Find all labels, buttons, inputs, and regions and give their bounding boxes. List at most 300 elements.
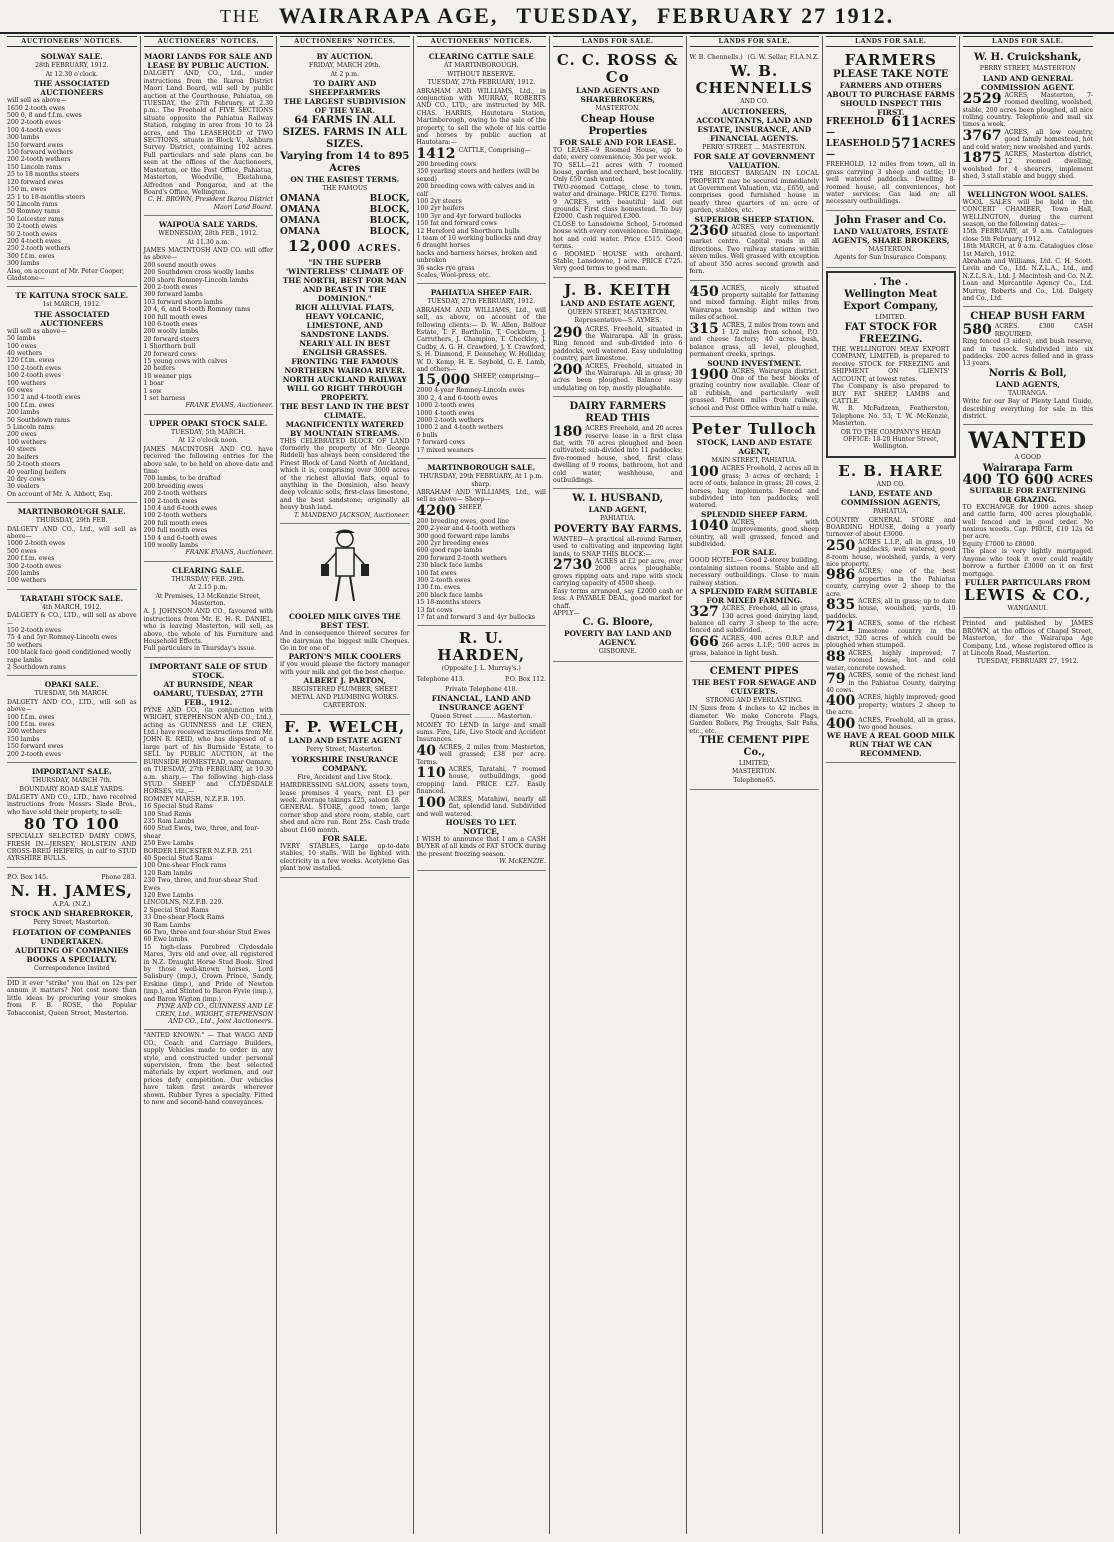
sale-date: THURSDAY, 29th FEB.	[35, 517, 108, 525]
lot-item: 200 2-year and 4-tooth wethers	[416, 525, 516, 533]
lot-item: 235 Ram Lambs	[143, 817, 195, 825]
omana-block-auction	[280, 50, 410, 524]
column-heading: AUCTIONEERS' NOTICES.	[417, 36, 547, 47]
lot-item: 17 mixed weaners	[416, 446, 474, 454]
headline: DAIRY FARMERS	[569, 401, 667, 413]
lot-item: 2000 4-year Romney-Lincoln ewes	[416, 387, 525, 395]
owner-text: Also, on account of Mr. Peter Cooper, Gladstone—	[7, 267, 124, 282]
lot-item: 75 4 and 5yr Romney-Lincoln ewes	[7, 634, 118, 642]
headline: WANTED	[968, 428, 1088, 455]
signature: FRANK EVANS, Auctioneer.	[185, 402, 273, 410]
pahiatua-sheep-fair	[417, 286, 547, 459]
address: Perry Street, Masterton.	[33, 919, 111, 927]
sale-date: THURSDAY, FEB. 29th.	[171, 575, 246, 583]
lot-item: 300 lambs	[7, 134, 40, 142]
lot-item: 200 lambs	[7, 409, 40, 417]
lot-item: 200 2-tooth wethers	[7, 156, 71, 164]
signature: W. McKENZIE.	[499, 858, 546, 866]
section-title: IMPORTANT SALE OF STUD STOCK.	[149, 661, 268, 680]
advertiser-name: W. B. CHENNELLS	[695, 62, 813, 98]
sale-place: AT BURNSIDE, NEAR OAMARU, TUESDAY, 27TH FEB., 1912.	[153, 679, 264, 707]
lot-item: 200 4-tooth ewes	[7, 237, 61, 245]
masthead-paper-name: WAIRARAPA AGE,	[278, 3, 499, 28]
lot-item: 100 f.f.m. ewes	[7, 721, 55, 729]
lot-item: 300 forward lambs	[143, 291, 203, 299]
company-suffix: LIMITED.	[875, 313, 907, 321]
headline: TO DAIRY AND SHEEPFARMERS	[309, 79, 381, 98]
lot-item: hacks and harness horses, broken and unbroken	[416, 249, 537, 265]
signature: PYNE AND CO., GUINNESS AND LE CREN, Ltd., WRIGHT, STEPHENSON AND CO., Ltd., Joint Auctioneers.	[155, 1003, 273, 1025]
sale-date: TUESDAY, 27th FEBRUARY, 1912.	[427, 79, 536, 87]
listing-text: IVERY STABLES, Large up-to-date stables, 10 stalls. Will be lighted with electricity in a few weeks. Acetylene Gas plant now installed.	[280, 843, 410, 873]
town: PAHIATUA.	[872, 508, 909, 516]
lot-item: 1650 2-tooth ewes	[7, 104, 65, 112]
address: PERRY STREET, MASTERTON	[979, 65, 1076, 73]
column-heading: LANDS FOR SALE.	[553, 36, 683, 47]
body-text: DALGETY AND CO., Ltd., will sell as above—	[7, 525, 137, 540]
lot-item: 200 breeding cows with calves and in calf	[416, 183, 535, 198]
w-h-cruickshank-ad	[963, 50, 1094, 185]
lot-item: 150 lambs	[7, 735, 40, 743]
listing-text: GENERAL STORE, good town, large corner shop and store room, stable, cart shed and acre run. Rent 25s. Cash trade about £160 month.	[280, 804, 410, 834]
lot-item: 20 forward steers	[143, 335, 200, 343]
acre-listing: 1900 ACRES, Wairarapa district. One of the best blocks of grazing country now available. Clear of all rubbish, and particularly well grassed. Fifteen miles from railway, school and Post Office within half a mile.	[689, 366, 819, 412]
sale-date: TUESDAY, 5th MARCH.	[171, 428, 246, 436]
lot-item: 200 breeding cows	[416, 160, 477, 168]
lot-list	[417, 387, 547, 454]
lot-item: 100 black face good conditioned woolly rape lambs	[7, 649, 132, 664]
column-heading: AUCTIONEERS' NOTICES.	[7, 36, 137, 47]
lot-item: ROMNEY MARSH, N.Z.F.B. 195.	[143, 795, 246, 803]
lot-item: 2 Special Stud Rams	[143, 906, 209, 914]
auctioneer-name: THE ASSOCIATED AUCTIONEERS	[33, 79, 110, 98]
lot-list	[417, 161, 547, 280]
role: LAND, ESTATE AND COMMISSION AGENTS,	[841, 489, 941, 508]
lot-item: 300 2, 4 and 6-tooth ewes	[416, 394, 498, 402]
intro-text: will sell as above—	[7, 97, 67, 105]
address: (Opposite J. L. Murray's.)	[441, 665, 521, 673]
lot-list	[7, 335, 137, 491]
feature-line: "IN THE SUPERB 'WINTERLESS' CLIMATE OF THE NORTH, BEST FOR MAN AND BEAST IN THE DOMINION."	[282, 257, 407, 303]
section-title: MARTINBOROUGH SALE.	[427, 463, 536, 473]
role: LAND AND ESTATE AGENT	[288, 736, 402, 746]
column-heading: LANDS FOR SALE.	[690, 36, 820, 47]
lot-item: LINCOLNS, N.Z.F.B. 229.	[143, 899, 224, 907]
newspaper-page	[0, 34, 1114, 1534]
lot-list	[417, 518, 547, 622]
role: LAND AGENTS AND SHAREBROKERS,	[576, 86, 660, 105]
lot-item: 500 6, 8 and f.f.m. ewes	[7, 112, 82, 120]
lot-item: 200 breeding ewes, good line	[416, 517, 510, 525]
address: MAIN STREET, PAHIATUA.	[711, 457, 797, 464]
body-text: ABRAHAM AND WILLIAMS, Ltd., in conjunction with MURRAY, ROBERTS AND CO., LTD., are instructed by MR. CHAS. HARRIS, Hautotara Station, Martinborough, owing to the sale of the property, to sell the whole of his cattle and horses by public auction at Hautotara:—	[416, 87, 546, 147]
sale-date: THURSDAY, 29th FEBRUARY, At 1 p.m. sharp.	[419, 473, 544, 488]
sale-time: At 2.15 p.m.	[189, 584, 228, 592]
listing-text: 9 ACRES, with beautiful laid out grounds. First class homestead. To buy £2000. Cash required £300.	[553, 198, 683, 221]
horses-text: 15 high-class Purebred Clydesdale Mares, 3yrs old and over, all registered in N.Z. Draught Horse Stud Book. Sired by those well-known horses, Lord Salisbury (imp.), Crown Prince, Sandy, Erskine (imp.), and Pride of Newton (imp.), and Stinted to Baron Fyvie (imp.), and Baron Wigton (imp.)	[143, 943, 273, 1003]
wanted-farm-ad	[963, 427, 1094, 618]
lot-item: 33 One-shear Flock Rams	[143, 914, 225, 922]
lot-item: 600 good rape lambs	[416, 547, 483, 555]
lot-item: 103 forward shorn lambs	[143, 298, 223, 306]
lot-item: 30 2-tooth ewes	[7, 223, 58, 231]
lot-item: 1 boar	[143, 380, 164, 388]
acre-listing: 2730 ACRES at £2 per acre, over 2000 acres ploughable, grows ripping oats and rape with stock carrying capacity of 4500 sheep.	[553, 557, 683, 588]
column-heading: AUCTIONEERS' NOTICES.	[280, 36, 410, 47]
waipoua-sale	[144, 218, 274, 415]
advertiser-name: John Fraser and Co.	[835, 214, 947, 226]
acre-listing: 200 ACRES, Freehold, situated in the Wairarapa. All in grass; 30 acres been ploughed. Balance easy undulating on top, mostly ploughable.	[553, 361, 683, 392]
contact-label: FULLER PARTICULARS FROM	[965, 577, 1091, 587]
tobacconist-ad: DID it ever "strike" you that on 12s per annum it matters? Not cost more than little ideas by procuring your smokes from F. B. ROSE, the Popular Tobacconist, Queen Street, Masterton.	[7, 979, 137, 1017]
body-text: Ring fenced (3 sides), and bush reserve, and in tussock. Subdivided into six paddocks. 200 acres felled and in grass 13 years.	[962, 338, 1093, 368]
body-text: THE WELLINGTON MEAT EXPORT COMPANY, LIMITED, is prepared to receive STOCK for FREEZING and SHIPMENT ON CLIENTS' ACCOUNT, at lowest rates.	[832, 346, 950, 383]
body-text: THE BIGGEST BARGAIN IN LOCAL PROPERTY may be secured immediately at Government Valuation, viz., £650, and comprises good furnished house in nearly three quarters of an acre of garden, stables, etc.	[689, 170, 819, 215]
acre-listing: 2360 ACRES, very conveniently situated close to important market centre. Capital roads in all directions. Two railway stations within seven miles. Well grassed with exception of about 350 acres second growth and fern.	[689, 222, 819, 276]
insurance-types: Fire, Accident and Live Stock.	[297, 773, 393, 781]
section-title: BY AUCTION.	[316, 52, 373, 62]
representative: Representative—S. AYMES.	[574, 317, 662, 325]
chennells-listings	[690, 283, 820, 418]
role: STOCK AND SHAREBROKER,	[10, 909, 134, 919]
lot-item: 100 2-tooth ewes	[143, 497, 198, 505]
town: WANGANUI.	[1007, 604, 1048, 612]
houses-to-let: HOUSES TO LET.	[445, 817, 517, 827]
company-suffix: AND CO.	[876, 480, 905, 488]
lot-item: 25 1 to 18-months steers	[7, 193, 86, 201]
partner-left: W. B. Chennells.)	[689, 54, 743, 62]
listing-text: 6 ROOMED HOUSE with orchard. Stable, Lansdowne, 1 acre. PRICE £725. Very good terms to good man.	[553, 250, 683, 273]
sale-date: 28th FEBRUARY, 1912.	[35, 62, 109, 70]
body-text: IN Sizes from 4 inches to 42 inches in diameter. We make Concrete Flags, Garden Rollers, Pig Troughs, Salt Pans, etc., etc.	[689, 705, 819, 735]
service-line: FLOTATION OF COMPANIES UNDERTAKEN.	[12, 927, 132, 946]
maori-lands-sale	[144, 50, 274, 216]
lot-item: 100 2yr heifers	[416, 205, 465, 213]
lot-item: 150 fat and forward cows	[416, 220, 497, 228]
advertiser-name: W. H. Cruickshank,	[974, 52, 1082, 64]
section-title: COOLED MILK GIVES THE BEST TEST.	[288, 612, 401, 631]
town: GISBORNE.	[598, 648, 637, 656]
section-title: MAORI LANDS FOR SALE AND LEASE BY PUBLIC AUCTION.	[144, 52, 273, 71]
lot-item: 100 2yr steers	[416, 197, 462, 205]
lot-item: 50 wethers	[7, 641, 43, 649]
lot-item: 100 One-shear Flock rams	[143, 862, 227, 870]
headline: FAT STOCK FOR FREEZING.	[844, 322, 937, 346]
farmers-notice	[826, 50, 956, 210]
clearing-sale	[144, 564, 274, 658]
cement-pipes-ad	[690, 664, 820, 790]
masthead-the: THE	[219, 5, 261, 26]
telephone: Telephone 413.	[416, 675, 465, 683]
imprint-date: TUESDAY, FEBRUARY 27, 1912.	[976, 658, 1079, 666]
lot-item: 150 2 and 4-tooth ewes	[7, 394, 81, 402]
lot-item: 50 2-tooth steers	[7, 461, 61, 469]
wellington-wool-sales	[963, 188, 1094, 308]
lot-item: 120 f.f.m. ewes	[7, 357, 55, 365]
lot-item: 100 wethers	[7, 577, 47, 585]
acre-listing: 721 ACRES, some of the richest limestone country in the district, 520 acres of which could be ploughed when stumped.	[826, 619, 956, 650]
column-heading: LANDS FOR SALE.	[826, 36, 956, 47]
section-title: CHEAP BUSH FARM	[970, 311, 1086, 323]
advertiser-name: R. U. HARDEN,	[437, 629, 526, 665]
company-suffix: AND CO.	[740, 98, 769, 106]
advertiser-name: N. H. JAMES,	[10, 881, 133, 900]
milk-run-note: WE HAVE A REAL GOOD MILK RUN THAT WE CAN RECOMMEND.	[826, 731, 955, 759]
printer-imprint: Printed and published by JAMES BROWN, at the offices of Chapel Street, Masterton, for the Wairarapa Age Company, Ltd., whose registered office is at Lincoln Road, Masterton.	[962, 620, 1093, 657]
te-kaituna-sale	[7, 289, 137, 503]
product-name: PARTON'S MILK COOLERS	[288, 652, 402, 662]
lot-item: 6 draught horses	[416, 242, 471, 250]
section-title: TARATAHI STOCK SALE.	[20, 593, 124, 603]
lot-item: 150 forward ewes	[7, 743, 64, 751]
po-box: P.O. Box 145.	[7, 873, 49, 881]
subheadline: A GOOD	[1014, 454, 1041, 462]
signature: FRANK EVANS, Auctioneer.	[185, 549, 273, 557]
lot-item: 150 forward ewes	[7, 141, 64, 149]
trade-line: REGISTERED PLUMBER, SHEET METAL AND PLUMBING WORKS.	[291, 686, 399, 701]
lot-list	[7, 714, 137, 758]
lot-item: 600 Stud Ewes, two, three, and four-shear	[143, 825, 260, 840]
lot-item: 13 fat cows	[416, 606, 453, 614]
lot-item: 20 heifers	[143, 365, 176, 373]
sale-place: BOUNDARY ROAD SALE YARDS.	[19, 785, 124, 793]
lot-item: 250 Ewe Lambs	[143, 840, 194, 848]
lot-description: SHEEP, comprising—	[473, 373, 540, 381]
lot-item: 100 3yr and 4yr forward bullocks	[416, 212, 522, 220]
acre-listing: 327 ACRES, Freehold, all in grass, 130 acres good dairying land, balance all carry 3 sheep to the acre; fenced and subdivided.	[689, 604, 819, 635]
milkman-illustration	[315, 528, 375, 606]
body-text: The place is very lightly mortgaged. Anyone who took it over could readily borrow a further £3000 on it on first mortgage.	[962, 548, 1093, 578]
town: PAHIATUA.	[599, 515, 636, 523]
column-5	[550, 36, 687, 1534]
body-text: WOOL SALES will be held in the CONCERT CHAMBER, Town Hall, WELLINGTON, during the current season, on the following dates:—	[962, 198, 1093, 228]
column-8	[960, 36, 1097, 1534]
acre-listing: 79 ACRES, some of the richest land in the Pahiatua County, dairying 40 cows.	[826, 671, 956, 694]
peter-tulloch-ad	[690, 419, 820, 662]
column-7	[823, 36, 960, 1534]
acre-range: 400 TO 600 ACRES	[962, 471, 1093, 488]
agency: POVERTY BAY LAND AND AGENCY.	[563, 629, 672, 648]
sale-place: AT MARTINBOROUGH.	[443, 62, 519, 70]
lot-count: 1412	[416, 145, 456, 162]
po-box: P.O. Box 112.	[504, 675, 546, 683]
lot-item: 50 lambs	[7, 335, 36, 343]
lot-item: 200 black face lambs	[416, 591, 483, 599]
apply-label: APPLY—	[553, 609, 580, 617]
terms-line: ON THE EASIEST TERMS.	[290, 175, 400, 185]
headline: Cheap House Properties	[580, 113, 655, 137]
lot-item: 200 lambs	[7, 569, 40, 577]
lot-item: 130 f.m. ewes	[416, 584, 460, 592]
milkman-figure-icon	[321, 529, 369, 605]
lot-item: 60 ewes	[7, 387, 33, 395]
feature-line: MAGNIFICENTLY WATERED BY MOUNTAIN STREAMS.	[285, 419, 404, 438]
martinborough-sale-2	[417, 461, 547, 626]
acre-listing: 400 ACRES, highly improved; good property; winters 2 sheep to the acre.	[826, 693, 956, 717]
lot-item: 1 sow	[143, 387, 162, 395]
address: Perry Street, Masterton.	[306, 746, 384, 754]
body-text: And in consequence thereof secures for the dairyman the biggest milk Cheques. Go in for one of	[280, 630, 410, 652]
body-text: JAMES MACINTOSH AND CO. have received the following entries for the above sale, to be held on above date and time:	[143, 445, 273, 475]
lot-item: 200 2-tooth ewes	[7, 750, 61, 758]
lot-item: 100 2-tooth wethers	[143, 512, 207, 520]
subheadline: SUITABLE FOR FATTENING OR GRAZING.	[969, 485, 1086, 504]
private-telephone: Private Telephone 418.	[445, 685, 518, 693]
listing-text: TO SELL—21 acres with 7 roomed house, garden and orchard, best locality. Only £50 cash wanted.	[553, 161, 683, 184]
acre-listing: 1040 ACRES, with improvements, good sheep country, all well grassed, fenced and subdivided.	[689, 517, 819, 549]
lot-list	[144, 262, 274, 403]
acre-listing: 100 ACRES, Matahiwi, nearly all flat, splendid land. Subdivided and well watered.	[416, 794, 546, 818]
lot-item: Scales, Wool-press, etc.	[416, 271, 491, 279]
w-b-chennells-ad	[690, 50, 820, 280]
solway-sale	[7, 50, 137, 287]
insurance-agency: Agents for Sun Insurance Company.	[834, 254, 948, 262]
owner-text: On account of Mr. A. Abbott, Esq.	[7, 490, 113, 498]
lot-description: CATTLE, Comprising—	[458, 146, 531, 154]
martinborough-sale	[7, 505, 137, 590]
lot-item: 150 2-tooth ewes	[7, 627, 61, 634]
farms-banner: 64 FARMS IN ALL SIZES. FARMS IN ALL SIZES.	[282, 115, 407, 151]
lot-item: 350 yearling steers and heifers (will be sexed)	[416, 168, 540, 183]
lot-item: 120 Ewe Lambs	[143, 892, 194, 899]
column-2	[141, 36, 278, 1534]
masthead-date: FEBRUARY 27 1912.	[656, 3, 895, 28]
listing-text: TO LEASE—9 Roomed House, up to date, every convenience; 30s per week.	[553, 146, 683, 162]
role: LAND AND GENERAL COMMISSION AGENT.	[981, 73, 1075, 92]
acre-listing: 986 ACRES, one of the best properties in the Pahiatua county, carrying over 2 sheep to the acre.	[826, 567, 956, 598]
acre-listing: 110 ACRES, Taratahi, 7 roomed house, outbuildings, good cropping land. PRICE £27. Easily financed.	[416, 765, 546, 796]
headline: FOR SALE AT GOVERNMENT VALUATION.	[693, 152, 815, 171]
acre-listing: 666 ACRES, 400 acres O.R.P. and 266 acres L.I.P.; 500 acres in grass, balance in light bush.	[689, 633, 819, 657]
headline: . The .	[873, 276, 909, 288]
sale-date: TUESDAY, 5th MARCH.	[34, 690, 109, 698]
section-title: CLEARING SALE.	[172, 565, 245, 575]
lot-count: 80 TO 100	[23, 815, 120, 834]
lot-item: 700 lambs, to be drafted	[143, 475, 221, 483]
lot-item: 300 good forward rape lambs	[416, 532, 510, 540]
listing-text: TWO-roomed Cottage, close to town, water and drainage. PRICE £270. Terms.	[553, 183, 683, 199]
lot-item: 12 Hereford and Shorthorn bulls	[416, 227, 520, 235]
lot-item: 6 bulls	[416, 431, 438, 439]
lot-item: 100 4-tooth ewes	[7, 126, 61, 134]
lot-item: 50 Lincoln rams	[7, 200, 58, 208]
advertiser-name: Wellington Meat Export Company,	[843, 288, 939, 312]
role: STOCK, LAND AND ESTATE AGENT,	[696, 438, 812, 456]
role: FINANCIAL, LAND AND INSURANCE AGENT	[431, 694, 531, 713]
total-area: 12,000 ACRES.	[288, 236, 402, 255]
lot-item: 2000 2-tooth wethers	[416, 417, 484, 425]
john-fraser-ad	[826, 213, 956, 268]
advertiser-name: J. B. KEITH	[564, 280, 672, 299]
lot-item: 150 m. ewes	[7, 186, 47, 194]
lot-item: 200 breeding ewes	[143, 482, 204, 490]
sale-date: 1st MARCH, 1912.	[42, 301, 102, 309]
sale-date: 4th MARCH, 1912.	[41, 603, 102, 611]
sale-date: 15th FEBRUARY, at 9 a.m. Catalogues close 5th February, 1912.	[962, 228, 1093, 243]
wellington-meat-export-ad	[826, 271, 956, 458]
section-title: TE KAITUNA STOCK SALE.	[15, 291, 129, 301]
lot-item: 1 Shorthorn bull	[143, 343, 196, 351]
lot-item: 50 2-tooth ewes	[7, 230, 58, 238]
lot-item: 17 fat and forward 3 and 4yr bullocks	[416, 614, 536, 621]
lot-count: 15,000	[416, 372, 471, 389]
acre-listing: 580 ACRES. £300 CASH REQUIRED.	[962, 322, 1093, 339]
lot-item: 20 heifers	[7, 453, 39, 461]
lot-item: 100 f.f.m. ewes	[7, 401, 55, 409]
town: TAURANGA.	[1008, 389, 1048, 397]
agent-name: C. G. Bloore,	[582, 617, 654, 629]
acre-listing: 400 ACRES, Freehold, all in grass, two good houses.	[826, 715, 956, 732]
section-title: PAHIATUA SHEEP FAIR.	[430, 288, 532, 298]
lot-item: 16 Special Stud Rams	[143, 803, 213, 811]
lot-item: 40 Special Stud Rams	[143, 854, 213, 862]
acre-listing: 450 ACRES, nicely situated property suitable for fattening and mixed farming. Eight miles from Wairarapa township and within two miles of school.	[689, 283, 819, 322]
section-title: SOLWAY SALE.	[40, 52, 103, 62]
lot-item: 120 forward ewes	[7, 178, 64, 186]
lot-item: 300 2-tooth ewes	[7, 562, 61, 570]
lot-item: 20 forward cows	[143, 350, 196, 358]
lot-list	[7, 540, 137, 584]
body-text: A. J. JOHNSON AND CO., favoured with instructions from Mr. E. H. R. DANIEL, who is leaving Masterton, will sell, as above, the whole of his Furniture and Household Effects.	[143, 608, 273, 646]
column-4	[414, 36, 551, 1534]
lot-item: 300 f.f.m. ewes	[7, 252, 55, 260]
upper-opaki-sale	[144, 417, 274, 562]
service-line: Correspondence Invited	[33, 964, 110, 972]
lot-item: 200 Southdown cross woolly lambs	[143, 269, 254, 277]
lot-item: 300 lambs	[7, 260, 40, 268]
lot-item: 200 2-tooth wethers	[143, 490, 207, 498]
lot-item: 25 to 18 months steers	[7, 171, 80, 179]
lot-count: 4200	[416, 502, 456, 519]
sale-place: At Premises, 13 McKenzie Street, Masterton.	[155, 592, 261, 607]
lot-description: SHEEP.	[458, 503, 483, 511]
n-h-james-card	[7, 870, 137, 978]
lot-item: 15 young cows with calves	[143, 358, 228, 366]
body-text: PYNE AND CO., (in conjunction with WRIGHT, STEPHENSON AND CO., Ltd.), acting as GUINNESS and LE CREN, Ltd.) have received instructions from Mr. JOHN R. REID, who has disposed of a large part of his Burnside Estate, to SELL by PUBLIC AUCTION, at the BURNSIDE HOMESTEAD, near Oamaru, on TUESDAY, 27th FEBRUARY, at 10.30 a.m. sharp,— The following high-class STUD SHEEP and CLYDESDALE HORSES, viz.,—	[143, 706, 273, 796]
sale-date: THURSDAY, MARCH 7th.	[31, 777, 112, 785]
subheadline: FARMERS AND OTHERS ABOUT TO PURCHASE FARMS SHOULD INSPECT THIS FIRST.	[826, 81, 955, 118]
acre-listing: 100 ACRES Freehold, 2 acres all in grass; 3 acres of orchard; 1 acre of oats, balance in grass; 20 cows, 2 horses, hay, implements. Fenced and subdivided into ten paddocks; well watered.	[689, 464, 819, 510]
advertiser-name: Peter Tulloch	[691, 420, 817, 438]
r-u-harden-ad	[417, 628, 547, 870]
lot-item: 20 4, 6, and 8-tooth Romney rams	[143, 306, 251, 314]
lot-item: 50 Southdown rams	[7, 416, 70, 424]
e-b-hare-ad	[826, 461, 956, 764]
equity-line: Equity £7000 to £8000.	[962, 540, 1037, 548]
terms-note: Easy terms arranged, say £2000 cash or less. A PAYABLE DEAL, good market for chaff.	[553, 587, 683, 610]
column-1	[4, 36, 141, 1534]
feature-line: RICH ALLUVIAL FLATS, HEAVY VOLCANIC, LIMESTONE, AND SANDSTONE LANDS.	[295, 302, 395, 339]
sale-time: At 11.30 a.m.	[187, 238, 230, 246]
omana-block-line: OMANA BLOCK,	[280, 215, 410, 226]
cheap-bush-farm-ad	[963, 309, 1094, 425]
town: MASTERTON.	[732, 768, 777, 776]
lot-list	[144, 475, 274, 549]
parton-milk-coolers	[280, 610, 410, 715]
lot-item: 100 full mouth ewes	[143, 313, 208, 321]
column-6	[687, 36, 824, 1534]
section-title: IMPORTANT SALE.	[31, 767, 112, 777]
lot-item: 66 Two, three and four-shear Stud Ewes	[143, 929, 271, 937]
lot-item: 200 forward 2-tooth wethers	[416, 554, 507, 562]
tagline: THE BEST FOR SEWAGE AND CULVERTS.	[692, 677, 817, 696]
lot-item: 200 wethers	[7, 728, 47, 736]
headline: SUPERIOR SHEEP STATION.	[694, 214, 814, 224]
j-b-keith-ad	[553, 280, 683, 397]
lot-item: 300 2-tooth ewes	[416, 576, 471, 584]
for-sale-label: FOR SALE.	[322, 834, 368, 843]
body-text: TO EXCHANGE for 1900 acres sheep and cattle farm, 400 acres ploughable, well fenced and in good order. No noxious weeds. Cap. PRICE, £10 12s 6d per acre.	[962, 503, 1093, 541]
